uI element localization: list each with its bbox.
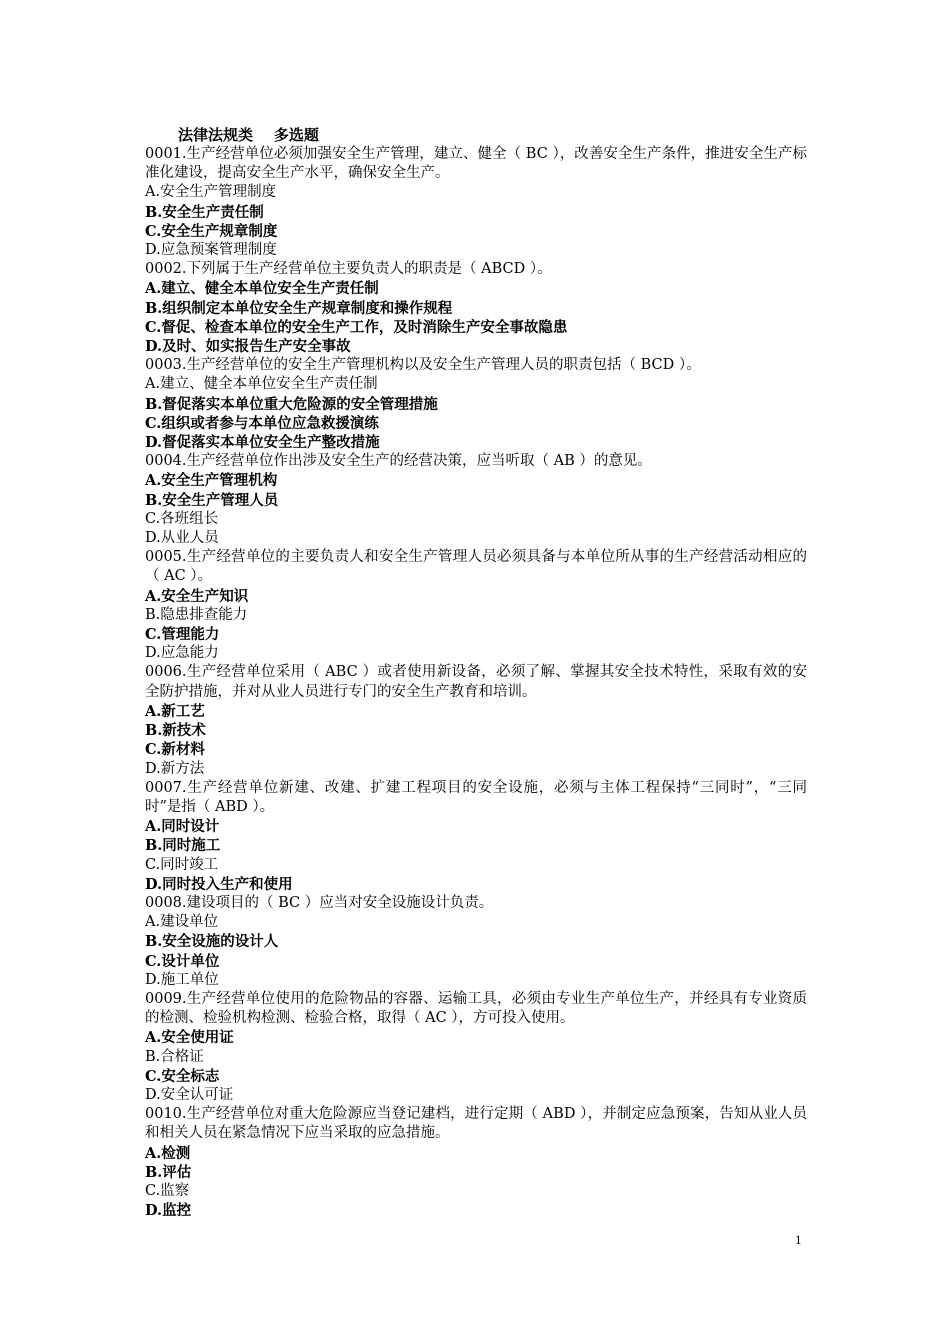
- option-correct: B.组织制定本单位安全生产规章制度和操作规程: [145, 299, 453, 317]
- document-body: [145, 125, 807, 1220]
- option: A.安全生产管理制度: [145, 184, 277, 201]
- option-correct: B.同时施工: [145, 837, 221, 855]
- option: D.应急能力: [145, 645, 219, 662]
- option: C.各班组长: [145, 510, 219, 527]
- option-correct: A.同时设计: [145, 818, 220, 836]
- question-text: 0010.生产经营单位对重大危险源应当登记建档，进行定期（ ABD ），并制定应急预案，告知从业人员和相关人员在紧急情况下应当采取的应急措施。: [145, 1106, 807, 1142]
- question-text: 0005.生产经营单位的主要负责人和安全生产管理人员必须具备与本单位所从事的生产经营活动相应的（ AC ）。: [145, 549, 807, 585]
- option-correct: C.管理能力: [145, 626, 220, 644]
- option-correct: C.督促、检查本单位的安全生产工作，及时消除生产安全事故隐患: [145, 318, 568, 336]
- option-correct: C.组织或者参与本单位应急救援演练: [145, 414, 379, 432]
- option-correct: A.安全生产管理机构: [145, 472, 278, 490]
- option-correct: D.及时、如实报告生产安全事故: [145, 338, 351, 356]
- option-correct: B.督促落实本单位重大危险源的安全管理措施: [145, 395, 438, 413]
- option: A.建立、健全本单位安全生产责任制: [145, 376, 378, 393]
- option: D.新方法: [145, 760, 205, 777]
- question-text: 0009.生产经营单位使用的危险物品的容器、运输工具，必须由专业生产单位生产，并经具有专业资质的检测、检验机构检测、检验合格，取得（ AC ），方可投入使用。: [145, 990, 807, 1027]
- option-correct: B.安全生产责任制: [145, 203, 264, 221]
- option: B.隐患排查能力: [145, 606, 248, 623]
- option-correct: A.检测: [145, 1144, 191, 1162]
- option: C.同时竣工: [145, 856, 219, 873]
- question-text: 0001.生产经营单位必须加强安全生产管理，建立、健全（ BC ），改善安全生产条件，推进安全生产标准化建设，提高安全生产水平，确保安全生产。: [145, 146, 807, 182]
- question-text: 0006.生产经营单位采用（ ABC ）或者使用新设备，必须了解、掌握其安全技术特性，采取有效的安全防护措施，并对从业人员进行专门的安全生产教育和培训。: [145, 664, 807, 700]
- option-correct: C.安全生产规章制度: [145, 222, 278, 240]
- option-correct: B.新技术: [145, 722, 206, 740]
- option: D.应急预案管理制度: [145, 242, 277, 259]
- option: D.安全认可证: [145, 1086, 234, 1103]
- option-correct: A.新工艺: [145, 702, 205, 720]
- option: C.监察: [145, 1182, 190, 1199]
- option: D.从业人员: [145, 530, 219, 547]
- option: D.施工单位: [145, 971, 219, 988]
- option-correct: D.监控: [145, 1202, 192, 1220]
- question-text: 0007.生产经营单位新建、改建、扩建工程项目的安全设施，必须与主体工程保持“三同时”，“三同时”是指（ ABD ）。: [145, 779, 807, 815]
- question-list: [145, 145, 807, 1220]
- option-correct: D.同时投入生产和使用: [145, 875, 293, 893]
- option-correct: A.建立、健全本单位安全生产责任制: [145, 280, 379, 298]
- question-text: 0004.生产经营单位作出涉及安全生产的经营决策，应当听取（ AB ）的意见。: [145, 453, 652, 470]
- option-correct: B.安全生产管理人员: [145, 491, 279, 509]
- question-text: 0002.下列属于生产经营单位主要负责人的职责是（ ABCD ）。: [145, 261, 552, 278]
- option-correct: A.安全使用证: [145, 1029, 234, 1047]
- option-correct: C.设计单位: [145, 952, 220, 970]
- option-correct: B.评估: [145, 1163, 192, 1181]
- option-correct: C.新材料: [145, 741, 205, 759]
- option-correct: D.督促落实本单位安全生产整改措施: [145, 434, 380, 452]
- option: A.建设单位: [145, 914, 219, 931]
- option: B.合格证: [145, 1048, 204, 1065]
- option-correct: A.安全生产知识: [145, 587, 249, 605]
- option-correct: C.安全标志: [145, 1067, 220, 1085]
- question-text: 0008.建设项目的（ BC ）应当对安全设施设计负责。: [145, 894, 494, 911]
- option-correct: B.安全设施的设计人: [145, 933, 279, 951]
- page-number: 1: [795, 1232, 802, 1247]
- question-text: 0003.生产经营单位的安全生产管理机构以及安全生产管理人员的职责包括（ BCD ）。: [145, 357, 701, 374]
- section-title: 法律法规类 多选题: [178, 126, 319, 144]
